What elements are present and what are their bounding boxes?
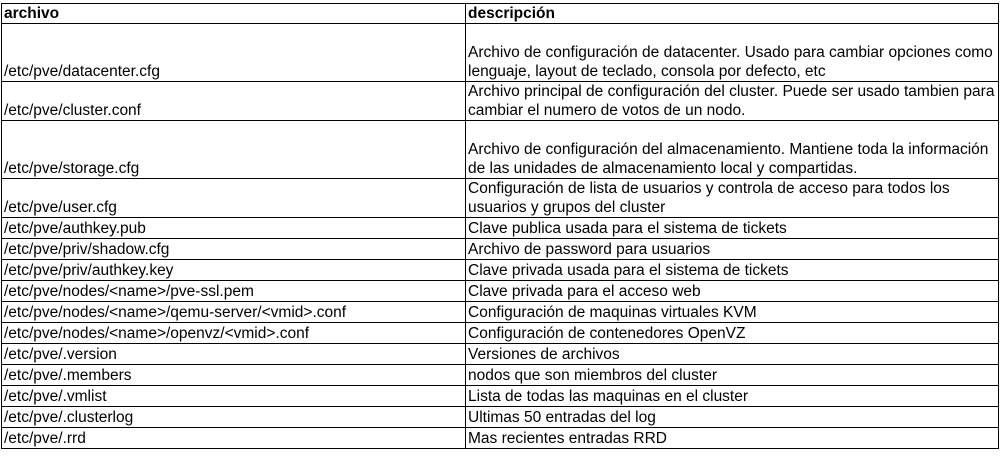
file-path: /etc/pve/.version — [2, 344, 466, 365]
table-row — [2, 302, 999, 323]
file-description: Configuración de lista de usuarios y controla de acceso para todos los usuarios y grupos del cluster — [466, 179, 999, 218]
file-description: Clave publica usada para el sistema de tickets — [466, 218, 999, 239]
table-row — [2, 179, 999, 218]
table-row — [2, 365, 999, 386]
file-path: /etc/pve/cluster.conf — [2, 82, 466, 121]
file-description: Clave privada usada para el sistema de tickets — [466, 260, 999, 281]
table-row — [2, 121, 999, 179]
file-description: Versiones de archivos — [466, 344, 999, 365]
file-path: /etc/pve/authkey.pub — [2, 218, 466, 239]
table-row — [2, 344, 999, 365]
file-path: /etc/pve/nodes/<name>/pve-ssl.pem — [2, 281, 466, 302]
file-description: nodos que son miembros del cluster — [466, 365, 999, 386]
file-path: /etc/pve/.rrd — [2, 428, 466, 449]
table-row — [2, 24, 999, 82]
file-description: Archivo de password para usuarios — [466, 239, 999, 260]
file-description: Archivo de configuración de datacenter. Usado para cambiar opciones como lenguaje, layout de teclado, consola por defecto, etc — [466, 24, 999, 82]
file-path: /etc/pve/priv/authkey.key — [2, 260, 466, 281]
file-path: /etc/pve/nodes/<name>/openvz/<vmid>.conf — [2, 323, 466, 344]
file-description: Ultimas 50 entradas del log — [466, 407, 999, 428]
table-row — [2, 281, 999, 302]
file-path: /etc/pve/priv/shadow.cfg — [2, 239, 466, 260]
table-row — [2, 386, 999, 407]
table-row — [2, 239, 999, 260]
table-row — [2, 428, 999, 449]
file-path: /etc/pve/.members — [2, 365, 466, 386]
header-archivo: archivo — [2, 4, 466, 24]
file-description: Lista de todas las maquinas en el cluster — [466, 386, 999, 407]
table-row — [2, 407, 999, 428]
table-row — [2, 218, 999, 239]
file-path: /etc/pve/nodes/<name>/qemu-server/<vmid>.conf — [2, 302, 466, 323]
table-row — [2, 323, 999, 344]
header-row — [2, 4, 999, 24]
file-path: /etc/pve/user.cfg — [2, 179, 466, 218]
table-row — [2, 82, 999, 121]
file-path: /etc/pve/storage.cfg — [2, 121, 466, 179]
file-description: Clave privada para el acceso web — [466, 281, 999, 302]
file-description: Archivo principal de configuración del cluster. Puede ser usado tambien para cambiar el numero de votos de un nodo. — [466, 82, 999, 121]
header-descripcion: descripción — [466, 4, 999, 24]
table-row — [2, 260, 999, 281]
file-description: Archivo de configuración del almacenamiento. Mantiene toda la información de las unidades de almacenamiento local y compartidas. — [466, 121, 999, 179]
file-description: Configuración de maquinas virtuales KVM — [466, 302, 999, 323]
file-path: /etc/pve/.clusterlog — [2, 407, 466, 428]
files-table — [1, 3, 999, 449]
file-description: Mas recientes entradas RRD — [466, 428, 999, 449]
file-path: /etc/pve/datacenter.cfg — [2, 24, 466, 82]
file-description: Configuración de contenedores OpenVZ — [466, 323, 999, 344]
file-path: /etc/pve/.vmlist — [2, 386, 466, 407]
